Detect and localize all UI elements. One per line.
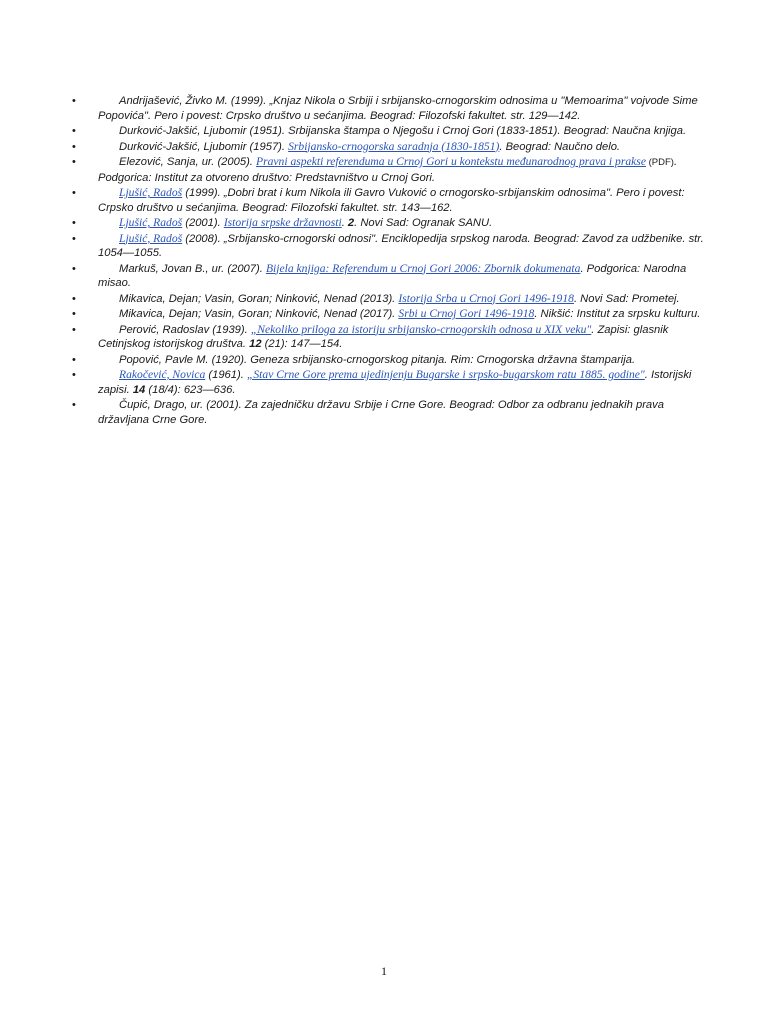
- volume-number: 12: [249, 338, 262, 350]
- entry-text: . Podgorica: Institut za otvoreno društvo: Predstavništvo u Crnoj Gori.: [98, 156, 678, 184]
- title-link[interactable]: Istorija Srba u Crnoj Gori 1496-1918: [398, 291, 574, 305]
- entry-text: (18/4): 623—636.: [145, 383, 236, 396]
- entry-text: Čupić, Drago, ur. (2001). Za zajedničku državu Srbije i Crne Gore. Beograd: Odbor za odbranu jednakih prava državljana Crne Gore.: [98, 399, 664, 426]
- entry-text: (1961).: [205, 369, 247, 381]
- entry-text: Popović, Pavle M. (1920). Geneza srbijansko-crnogorskog pitanja. Rim: Crnogorska državna štamparija.: [119, 353, 636, 366]
- bullet: •: [72, 369, 76, 381]
- bibliography-entry: [72, 323, 712, 352]
- bullet: •: [72, 140, 76, 153]
- title-link[interactable]: Srbijansko-crnogorska saradnja (1830-1851): [288, 139, 500, 153]
- entry-text: . Novi Sad: Ogranak SANU.: [354, 217, 493, 229]
- title-link[interactable]: „Nekoliko priloga za istoriju srbijansko-crnogorskih odnosa u XIX veku": [250, 322, 592, 336]
- entry-text: Mikavica, Dejan; Vasin, Goran; Ninković, Nenad (2017).: [119, 308, 399, 320]
- entry-text: (2001).: [182, 217, 224, 229]
- entry-text: . Zapisi: glasnik Cetinjskog istorijskog društva.: [98, 323, 669, 350]
- bibliography-entry: [72, 307, 712, 322]
- author-link[interactable]: Ljušić, Radoš: [119, 216, 183, 229]
- volume-number: 14: [132, 383, 146, 396]
- bibliography-entry: [72, 155, 712, 185]
- title-link[interactable]: Pravni aspekti referenduma u Crnoj Gori u kontekstu međunarodnog prava i prakse: [256, 155, 646, 168]
- bullet: •: [72, 232, 76, 245]
- bibliography-entry: [72, 398, 712, 427]
- title-link[interactable]: Istorija srpske državnosti: [223, 216, 342, 229]
- bullet: •: [72, 125, 76, 137]
- author-link[interactable]: Ljušić, Radoš: [119, 186, 183, 199]
- bullet: •: [72, 262, 76, 275]
- entry-text: Elezović, Sanja, ur. (2005).: [119, 156, 257, 168]
- entry-text: (2008). „Srbijansko-crnogorski odnosi". Enciklopedija srpskog naroda. Beograd: Zavod za udžbenike. str. 1054—1055.: [98, 232, 704, 259]
- bullet: •: [72, 292, 76, 305]
- entry-text: (21): 147—154.: [261, 338, 343, 350]
- entry-text: . Novi Sad: Prometej.: [573, 292, 680, 305]
- format-label: (PDF): [645, 157, 674, 168]
- title-link[interactable]: „Stav Crne Gore prema ujedinjenju Bugarske i srpsko-bugarskom ratu 1885. godine": [246, 368, 645, 381]
- bullet: •: [72, 353, 76, 366]
- bibliography-entry: [72, 216, 712, 231]
- bibliography-entry: [72, 186, 712, 215]
- bullet: •: [72, 156, 76, 168]
- volume-number: 2: [347, 217, 355, 229]
- bibliography-entry: [72, 353, 712, 368]
- bibliography-entry: [72, 262, 712, 291]
- bibliography-entry: [72, 368, 712, 397]
- bibliography-entry: [72, 94, 712, 123]
- bullet: •: [72, 323, 76, 336]
- bibliography-entry: [72, 232, 712, 261]
- entry-text: (1999). „Dobri brat i kum Nikola ili Gavro Vuković o crnogorsko-srbijanskim odnosima". Pero i povest: Crpsko društvo u sećanjima. Beograd: Filozofski fakultet. str. 143—162.: [98, 187, 685, 214]
- title-link[interactable]: Bijela knjiga: Referendum u Crnoj Gori 2006: Zbornik dokumenata: [265, 261, 581, 275]
- title-link[interactable]: Srbi u Crnoj Gori 1496-1918: [398, 307, 535, 320]
- page-number: 1: [381, 964, 387, 978]
- entry-text: . Nikšić: Institut za srpsku kulturu.: [534, 308, 701, 320]
- bullet: •: [72, 95, 76, 107]
- bibliography-entry: [72, 292, 712, 307]
- entry-text: . Podgorica: Narodna misao.: [98, 262, 687, 289]
- entry-text: Durković-Jakšić, Ljubomir (1951). Srbijanska štampa o Njegošu i Crnoj Gori (1833-1851). Beograd: Naučna knjiga.: [119, 125, 687, 137]
- entry-text: Andrijašević, Živko M. (1999). „Knjaz Nikola o Srbiji i srbijansko-crnogorskim odnosima u "Memoarima" vojvode Sime Popovića". Pero i povest: Crpsko društvo u sećanjima. Beograd: Filozofski fakultet. str. 129—142.: [98, 95, 698, 122]
- bibliography-list: [72, 94, 712, 428]
- entry-text: . Beograd: Naučno delo.: [499, 140, 621, 153]
- bibliography-entry: [72, 140, 712, 155]
- author-link[interactable]: Rakočević, Novica: [119, 368, 206, 381]
- bibliography-entry: [72, 124, 712, 139]
- author-link[interactable]: Ljušić, Radoš: [119, 231, 183, 245]
- bullet: •: [72, 217, 76, 229]
- bullet: •: [72, 187, 76, 199]
- entry-text: .: [341, 217, 348, 229]
- entry-text: Mikavica, Dejan; Vasin, Goran; Ninković, Nenad (2013).: [119, 292, 399, 305]
- entry-text: Perović, Radoslav (1939).: [119, 323, 251, 336]
- entry-text: Durković-Jakšić, Ljubomir (1957).: [119, 140, 289, 153]
- bullet: •: [72, 308, 76, 320]
- entry-text: Markuš, Jovan B., ur. (2007).: [119, 262, 266, 275]
- entry-text: . Istorijski zapisi.: [98, 369, 692, 396]
- bullet: •: [72, 399, 76, 411]
